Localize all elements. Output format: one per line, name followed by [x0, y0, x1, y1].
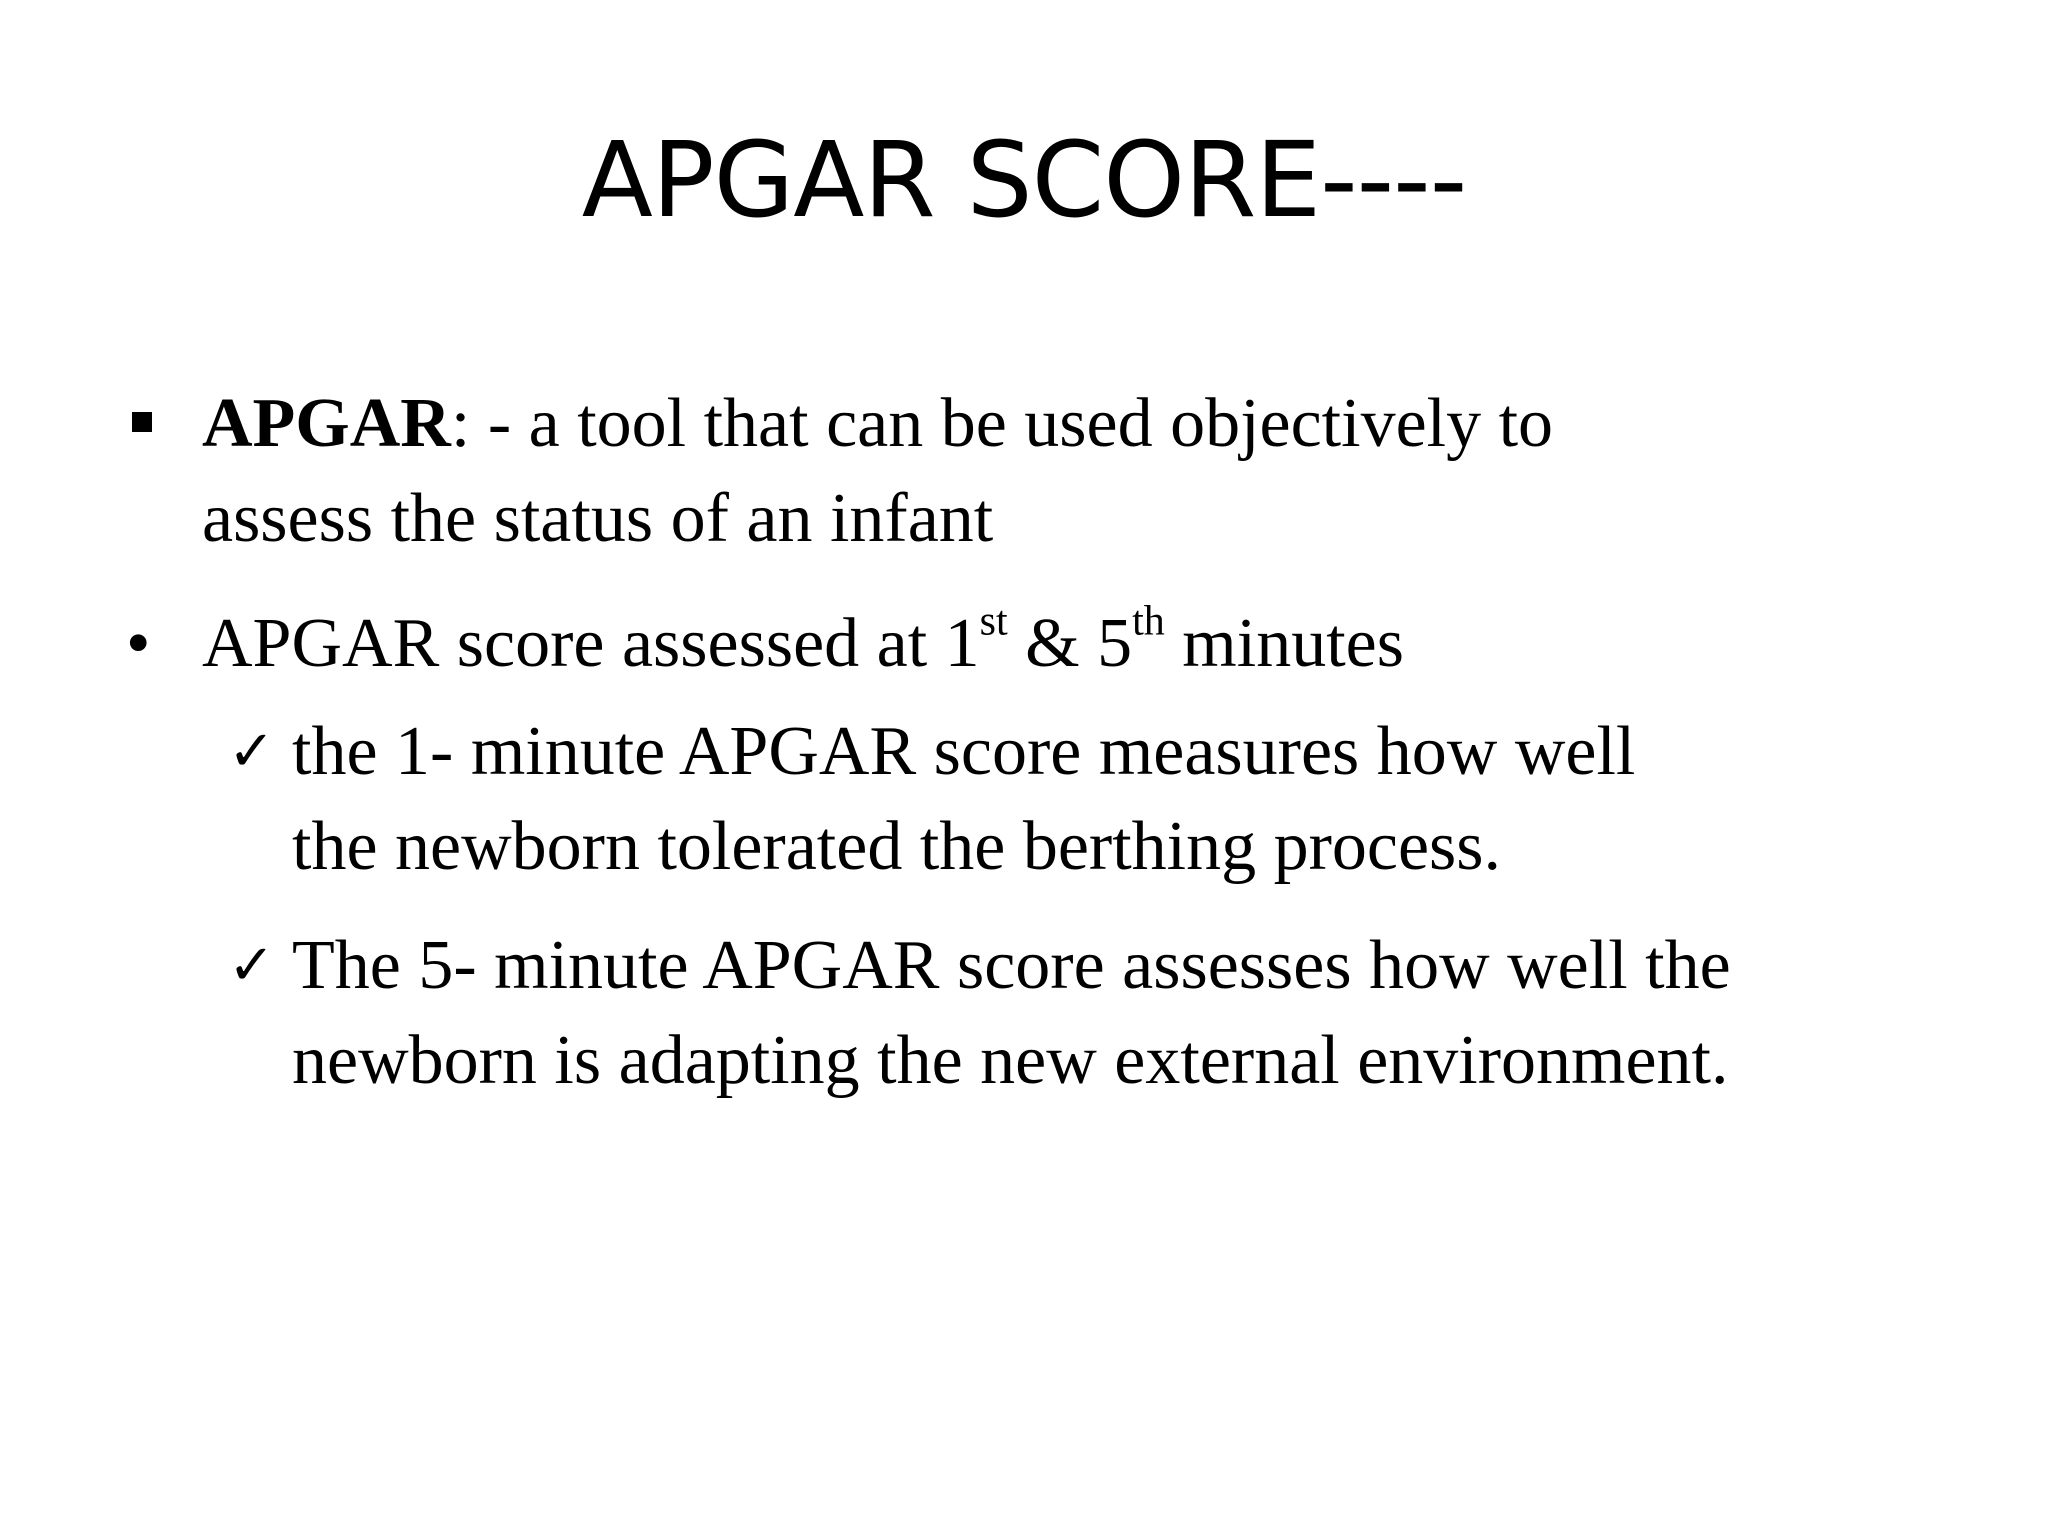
list-item-five-minute-line2: newborn is adapting the new external environment. — [292, 1022, 1729, 1099]
square-bullet-icon — [132, 412, 152, 432]
checkmark-icon: ✓ — [228, 933, 275, 998]
list-item-one-minute-line1: the 1- minute APGAR score measures how well — [292, 713, 1636, 790]
assessment-text: APGAR score assessed at 1 — [202, 605, 980, 682]
superscript-th: th — [1132, 598, 1165, 645]
bold-term: APGAR — [202, 385, 451, 462]
slide-title: APGAR SCORE---- — [581, 119, 1467, 241]
list-item-apgar-definition — [202, 376, 1553, 566]
list-item-one-minute-line2: the newborn tolerated the berthing process. — [292, 808, 1502, 885]
assessment-text-end: minutes — [1164, 605, 1404, 682]
list-item-five-minute-line1: The 5- minute APGAR score assesses how well the — [292, 927, 1731, 1004]
assessment-text-middle: & 5 — [1007, 605, 1133, 682]
list-item-line: assess the status of an infant — [202, 480, 994, 557]
list-item-line — [202, 376, 1553, 471]
definition-text: : - a tool that can be used objectively to — [450, 385, 1554, 462]
superscript-st: st — [979, 598, 1008, 645]
checkmark-icon: ✓ — [228, 719, 275, 784]
round-bullet-icon: • — [126, 605, 151, 682]
list-item-assessment-times — [202, 596, 1404, 691]
